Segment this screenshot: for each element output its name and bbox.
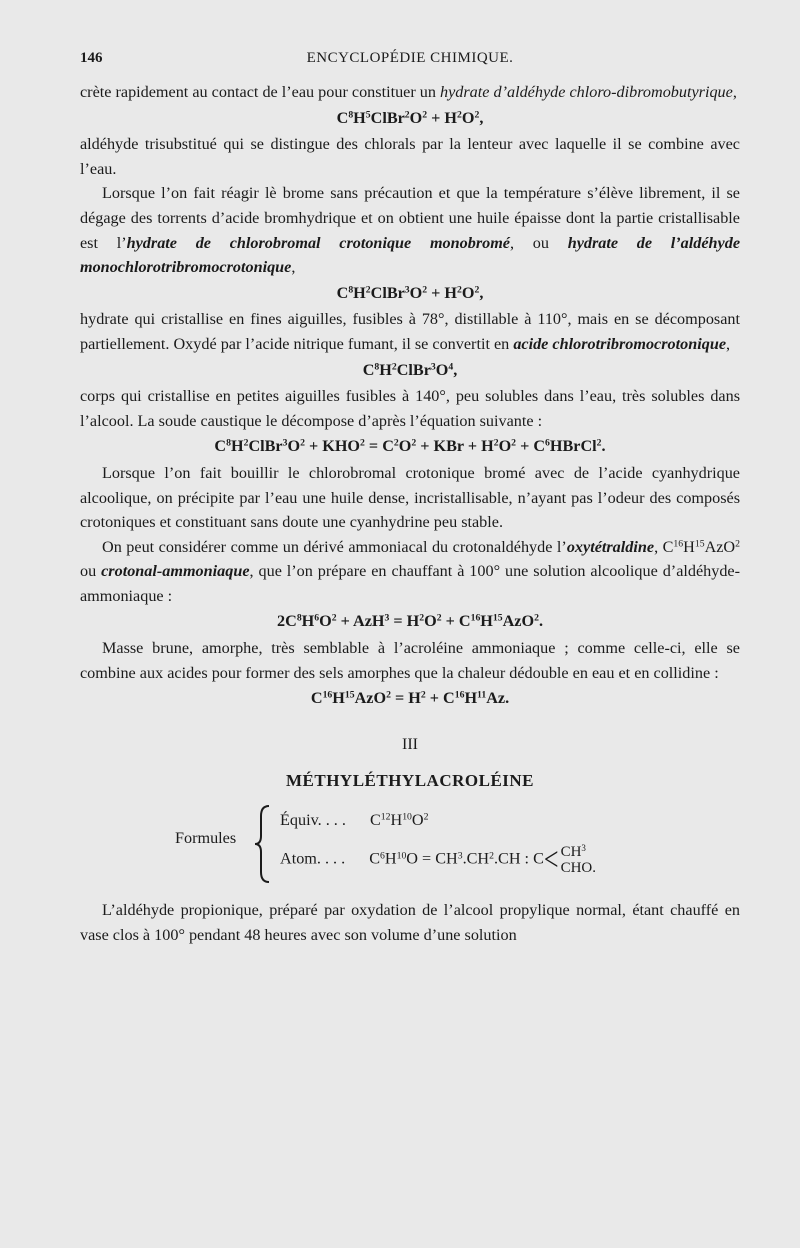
paragraph-2: aldéhyde trisubstitué qui se distingue des chlorals par la lenteur avec laquelle il se combine avec l’eau. — [80, 135, 740, 178]
formula-atom: Atom. . . . $C^6H^{10}O = CH^3.CH^2.CH$ : $C< CH^3$ CHO. — [280, 840, 596, 878]
paragraph-5: corps qui cristallise en petites aiguilles fusibles à 140°, peu solubles dans l’eau, très solubles dans l’alcool. La soude caustique le décompose d’après l’équation suivante : — [80, 387, 740, 430]
formula-1: $C^8H^5ClBr^2O^2 + H^2O^2$, — [336, 108, 484, 127]
compound-name: hydrate de chlorobromal crotonique monobromé — [126, 233, 510, 252]
paragraph-9: L’aldéhyde propionique, préparé par oxydation de l’alcool propylique normal, étant chauffé en vase clos à 100° pendant 48 heures avec son volume d’une solution — [80, 901, 740, 944]
equation-5: $2C^8H^6O^2 + AzH^3 = H^2O^2 + C^{16}H^{15}AzO^2$. — [277, 612, 543, 631]
formulas-block — [80, 804, 740, 886]
formula-2: $C^8H^2ClBr^3O^2 + H^2O^2$, — [336, 283, 484, 302]
formula-3: $C^8H^2ClBr^3O^4$, — [362, 360, 458, 379]
paragraph-8: Masse brune, amorphe, très semblable à l’acroléine ammoniaque ; comme celle-ci, elle se combine aux acides pour former des sels amorphes que la chaleur dédouble en eau et en collidine : — [80, 639, 740, 682]
running-title: ENCYCLOPÉDIE CHIMIQUE. — [306, 50, 514, 66]
equation-6: $C^{16}H^{15}AzO^2 = H^2 + C^{16}H^{11}Az$. — [310, 689, 510, 708]
equation-4: $C^8H^2ClBr^3O^2 + KHO^2 = C^2O^2$ + KBr + $H^2O^2$ + $C^6HBrCl^2$. — [214, 437, 606, 456]
compound-name: acide chlorotribromocrotonique — [513, 334, 727, 353]
paragraph-3: Lorsque l’on fait réagir lè brome sans précaution et que la température s’élève librement, il se dégage des torrents d’acide bromhydrique et on obtient une huile épaisse dont la partie cristallisable est l’hydrate de chlorobromal crotonique monobromé, ou hydrate de l’aldéhyde monochlorotribromocrotonique, — [80, 184, 741, 277]
compound-name: hydrate de l’aldéhyde monochlorotribromocrotonique — [80, 233, 741, 277]
paragraph-7: On peut considérer comme un dérivé ammoniacal du crotonaldéhyde l’oxytétraldine, $C^{16}H^{15}AzO^2$ ou crotonal-ammoniaque, que l’on prépare en chauffant à 100° une solution alcoolique d’aldéhyde-ammoniaque : — [80, 537, 741, 605]
section-title: MÉTHYLÉTHYLACROLÉINE — [285, 771, 535, 791]
compound-name: oxytétraldine — [566, 537, 655, 556]
formulas-label: Formules — [175, 829, 237, 848]
paragraph-6: Lorsque l’on fait bouillir le chlorobromal crotonique bromé avec de l’acide cyanhydrique alcoolique, on précipite par l’eau une huile dense, incristallisable, n’ayant pas l’odeur des composés crotoniques et constituant sans doute une cyanhydrine peu stable. — [80, 463, 740, 532]
page-number: 146 — [80, 50, 103, 66]
paragraph-4: hydrate qui cristallise en fines aiguilles, fusibles à 78°, distillable à 110°, mais en se décomposant partiellement. Oxydé par l’acide nitrique fumant, il se convertit en acide chlorotribromocrotonique, — [80, 310, 740, 353]
compound-name: hydrate d’aldéhyde chloro-dibromobutyrique — [440, 83, 733, 101]
page-body — [80, 80, 740, 947]
left-brace-icon — [252, 804, 274, 884]
paragraph-1: crète rapidement au contact de l’eau pour constituer un hydrate d’aldéhyde chloro-dibromobutyrique, — [80, 83, 737, 101]
branch-substituents: $CH^3$ CHO. — [560, 843, 596, 877]
formula-equiv: Équiv. . . . $C^{12}H^{10}O^2$ — [280, 811, 429, 830]
branch-angle-icon: < — [543, 840, 559, 878]
compound-name: crotonal-ammoniaque — [101, 562, 250, 581]
running-header — [80, 50, 740, 74]
section-number: III — [402, 735, 418, 753]
